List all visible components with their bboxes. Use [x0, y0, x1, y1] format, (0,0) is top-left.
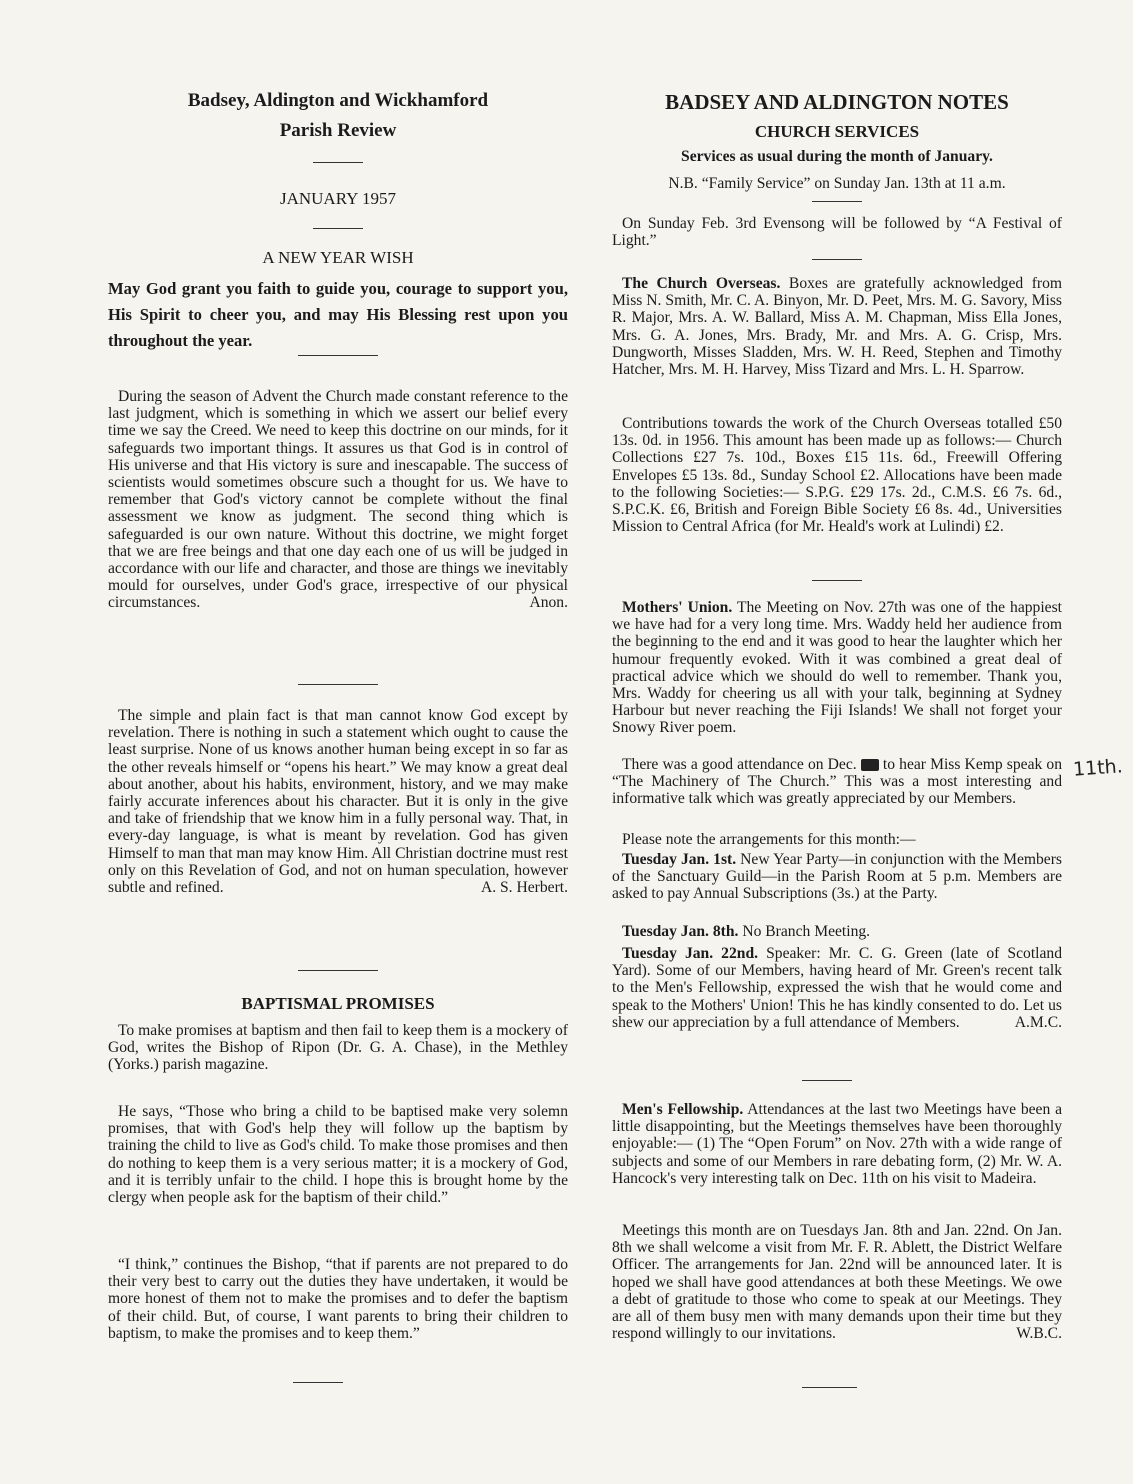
revelation-text: The simple and plain fact is that man cannot know God except by revelation. There is nothing in such a statement which ought to cause the least surprise. None of us knows another human being except in so far as the other reveals himself or “opens his heart.” We may know a great deal about another, about his habits, environment, history, and we may make fairly accurate inferences about his character. But it is only in the give and take of friendship that we know him in a fully personal way. That, in every-day language, is what is meant by revelation. God has given Himself to man that man may know Him. All Christian doctrine must rest only on this Revelation of God, and not on human speculation, however subtle and refined. — [108, 707, 568, 897]
jan-1-item: Tuesday Jan. 1st. New Year Party—in conjunction with the Members of the Sanctuary Guild—in the Parish Room at 5 p.m. Members are asked to pay Annual Subscriptions (3s.) at the Party. — [612, 851, 1062, 903]
masthead-title: Badsey, Aldington and Wickhamford — [187, 90, 489, 111]
mens-fellowship-text: Attendances at the last two Meetings have been a little disappointing, but the Meetings themselves have been thoroughly enjoyable:— (1) The “Open Forum” on Nov. 27th with a wide range of subjects and some of our Members in rare debating form, (2) Mr. W. A. Hancock's very interesting talk on Dec. 11th on his visit to Madeira. — [612, 1101, 1062, 1187]
divider — [313, 162, 363, 163]
mens-fellowship-signature: W.B.C. — [1016, 1325, 1062, 1343]
overseas-lead: The Church Overseas. — [622, 275, 781, 292]
church-overseas-section — [612, 275, 1062, 378]
baptism-paragraph-2: He says, “Those who bring a child to be baptised make very solemn promises, that with God's help they will follow up the baptism by training the child to live as God's child. To make those promises and then do nothing to keep them is a very serious matter; it is a mockery of God, and it is terribly unfair to the child. I hope this is brought home by the clergy when people ask for the baptism of their child.” — [108, 1103, 568, 1207]
contributions-paragraph: Contributions towards the work of the Church Overseas totalled £50 13s. 0d. in 1956. This amount has been made up as follows:— Church Collections £27 7s. 10d., Boxes £15 11s. 6d., Freewill Offering Envelopes £5 13s. 8d., Sunday School £2. Allocations have been made to the following Societies:— S.P.G. £29 17s. 2d., C.M.S. £6 7s. 6d., S.P.C.K. £6, British and Foreign Bible Society £6 8s. 4d., Universities Mission to Central Africa (for Mr. Heald's work at Lulindi) £2. — [612, 415, 1062, 536]
mens-fellowship-meetings: Meetings this month are on Tuesdays Jan. 8th and Jan. 22nd. On Jan. 8th we shall welcome a visit from Mr. F. R. Ablett, the District Welfare Officer. The arrangements for Jan. 22nd will be announced later. It is hoped we shall have good attendances at both these Meetings. We owe a debt of gratitude to those who come to speak at our Meetings. They are all of them busy men with many demands upon their time but they respond willingly to our invitations. W.B.C. — [612, 1222, 1062, 1343]
advent-article — [108, 388, 568, 612]
family-service-note: N.B. “Family Service” on Sunday Jan. 13th at 11 a.m. — [668, 175, 1006, 192]
divider — [313, 228, 363, 229]
wish-text: May God grant you faith to guide you, courage to support you, His Spirit to cheer you, and may His Blessing rest upon you throughout the year. — [108, 279, 568, 350]
mothers-union-lead: Mothers' Union. — [622, 599, 733, 616]
masthead-subtitle: Parish Review — [279, 120, 397, 141]
ink-smudge — [861, 759, 879, 771]
arrangements-note: Please note the arrangements for this month:— — [622, 831, 916, 848]
mothers-union-text: The Meeting on Nov. 27th was one of the happiest we have had for a very long time. Mrs. Waddy held her audience from the beginning to the end and it was good to hear the laughter which her humour frequently evoked. With it was combined a great deal of practical advice which we should do well to remember. Thank you, Mrs. Waddy for cheering us all with your talk, beginning at Sydney Harbour but never reaching the Fiji Islands! We shall not forget your Snowy River poem. — [612, 599, 1063, 737]
overseas-text: Boxes are gratefully acknowledged from Miss N. Smith, Mr. C. A. Binyon, Mr. D. Peet, Mrs. M. G. Savory, Miss R. Major, Mrs. A. W. Ballard, Miss A. M. Chapman, Miss Ella Jones, Mrs. G. A. Jones, Mrs. Brady, Mr. and Mrs. A. G. Crisp, Mrs. Dungworth, Misses Sladden, Mrs. W. H. Reed, Stephen and Timothy Hatcher, Mrs. M. H. Harvey, Miss Tizard and Mrs. L. H. Sparrow. — [612, 275, 1063, 379]
mens-fellowship-lead: Men's Fellowship. — [622, 1101, 744, 1118]
handwritten-margin-note: 11th. — [1072, 755, 1124, 781]
divider — [812, 201, 862, 202]
services-usual: Services as usual during the month of January. — [681, 148, 993, 165]
mothers-union-signature: A.M.C. — [1014, 1013, 1062, 1031]
advent-text: During the season of Advent the Church made constant reference to the last judgment, which is something in which we assert our belief every time we say the Creed. We need to keep this doctrine on our minds, for it safeguards two important things. It assures us that God is in control of His universe and that His victory is sure and inescapable. The success of scientists would sometimes obscure such a thought for us. We have to remember that God's victory cannot be complete without the final assessment we know as judgment. The second thing which is safeguarded is our own nature. Without this doctrine, we might forget that we are free beings and that one day each one of us will be judged in accordance with our life and character, and those are things we inevitably mould for ourselves, under God's grace, irrespective of our physical circumstances. — [108, 388, 568, 612]
jan-22-item: Tuesday Jan. 22nd. Speaker: Mr. C. G. Green (late of Scotland Yard). Some of our Members, having heard of Mr. Green's recent talk to the Men's Fellowship, expressed the wish that he would come and speak to the Mothers' Union! This he has kindly consented to do. Let us shew our appreciation by a full attendance of Members. A.M.C. — [612, 945, 1062, 1031]
mens-fellowship-section — [612, 1101, 1062, 1187]
divider — [298, 355, 378, 356]
wish-heading: A NEW YEAR WISH — [262, 248, 414, 267]
evensong-note: On Sunday Feb. 3rd Evensong will be followed by “A Festival of Light.” — [612, 215, 1062, 250]
notes-heading: BADSEY AND ALDINGTON NOTES — [665, 90, 1009, 114]
divider — [298, 970, 378, 971]
divider — [802, 1080, 852, 1081]
divider — [812, 259, 862, 260]
issue-date: JANUARY 1957 — [279, 189, 397, 208]
divider — [293, 1382, 343, 1383]
baptism-heading: BAPTISMAL PROMISES — [241, 994, 435, 1013]
divider — [802, 1387, 857, 1388]
kemp-paragraph: There was a good attendance on Dec. to hear Miss Kemp speak on “The Machinery of The Church.” This was a most interesting and informative talk which was greatly appreciated by our Members. — [612, 756, 1062, 808]
baptism-paragraph-1: To make promises at baptism and then fail to keep them is a mockery of God, writes the Bishop of Ripon (Dr. G. A. Chase), in the Methley (Yorks.) parish magazine. — [108, 1022, 568, 1074]
jan-8-item: Tuesday Jan. 8th. No Branch Meeting. — [622, 923, 871, 940]
advent-signature: Anon. — [529, 594, 568, 612]
divider — [298, 684, 378, 685]
mothers-union-section — [612, 599, 1062, 737]
baptism-paragraph-3: “I think,” continues the Bishop, “that if parents are not prepared to do their very best to carry out the duties they have undertaken, it would be more honest of them not to make the promises and to defer the baptism of their child. But, of course, I want parents to bring their children to baptism, to make the promises and to keep them.” — [108, 1256, 568, 1342]
divider — [812, 580, 862, 581]
revelation-signature: A. S. Herbert. — [480, 879, 568, 897]
services-heading: CHURCH SERVICES — [754, 122, 920, 141]
revelation-article — [108, 707, 568, 896]
